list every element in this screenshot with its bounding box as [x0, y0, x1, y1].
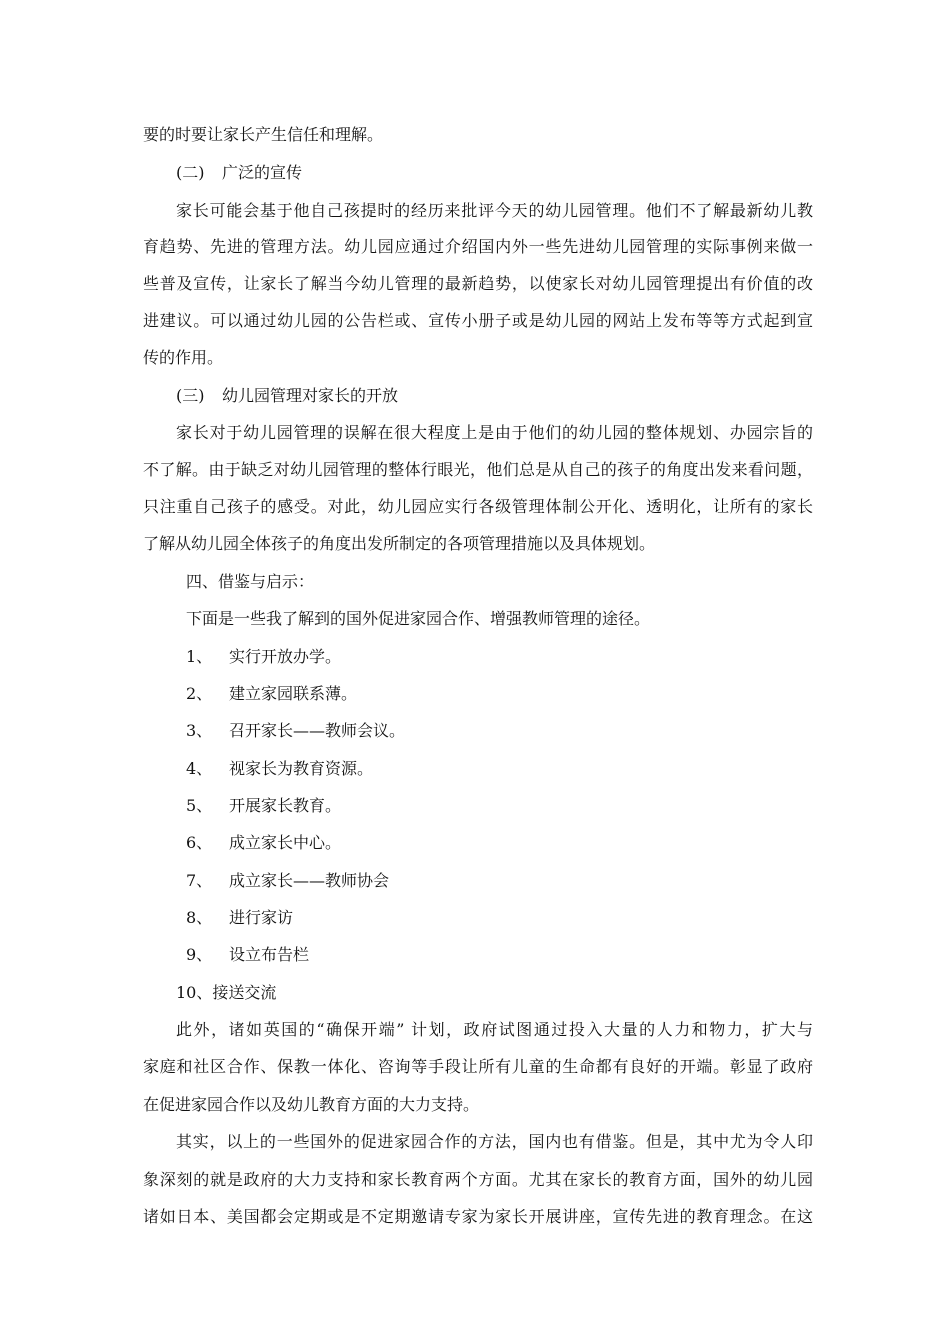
section-heading-3: 幼儿园管理对家长的开放 — [222, 386, 399, 405]
paragraph-line: 只注重自己孩子的感受。对此，幼儿园应实行各级管理体制公开化、透明化，让所有的家长 — [143, 497, 813, 516]
paragraph-line: 家庭和社区合作、保教一体化、咨询等手段让所有儿童的生命都有良好的开端。彰显了政府 — [143, 1057, 813, 1076]
paragraph-line: 此外，诸如英国的“确保开端” 计划，政府试图通过投入大量的人力和物力，扩大与 — [176, 1020, 813, 1039]
paragraph-line: 传的作用。 — [143, 348, 224, 367]
section-heading-4: 四、借鉴与启示： — [186, 572, 315, 591]
paragraph-line: 诸如日本、美国都会定期或是不定期邀请专家为家长开展讲座，宣传先进的教育理念。在这 — [143, 1207, 813, 1226]
list-intro: 下面是一些我了解到的国外促进家园合作、增强教师管理的途径。 — [186, 609, 651, 628]
list-item: 设立布告栏 — [229, 945, 310, 964]
paragraph-line: 进建议。可以通过幼儿园的公告栏或、宣传小册子或是幼儿园的网站上发布等等方式起到宣 — [143, 311, 813, 330]
list-item: 10、接送交流 — [176, 983, 277, 1002]
section-number-2: (二) — [176, 163, 205, 182]
list-item: 成立家长——教师协会 — [229, 871, 390, 890]
paragraph-line: 家长对于幼儿园管理的误解在很大程度上是由于他们的幼儿园的整体规划、办园宗旨的 — [176, 423, 813, 442]
list-item-number: 2、 — [186, 684, 213, 703]
paragraph-line: 不了解。由于缺乏对幼儿园管理的整体行眼光，他们总是从自己的孩子的角度出发来看问题， — [143, 460, 813, 479]
list-item: 实行开放办学。 — [229, 647, 342, 666]
list-item: 召开家长——教师会议。 — [229, 721, 406, 740]
list-item-number: 8、 — [186, 908, 213, 927]
paragraph-continuation: 要的时要让家长产生信任和理解。 — [143, 125, 384, 144]
section-number-3: (三) — [176, 386, 205, 405]
list-item-number: 1、 — [186, 647, 213, 666]
paragraph-line: 象深刻的就是政府的大力支持和家长教育两个方面。尤其在家长的教育方面，国外的幼儿园 — [143, 1170, 813, 1189]
list-item: 开展家长教育。 — [229, 796, 342, 815]
paragraph-line: 些普及宣传，让家长了解当今幼儿管理的最新趋势，以使家长对幼儿园管理提出有价值的改 — [143, 274, 813, 293]
paragraph-line: 在促进家园合作以及幼儿教育方面的大力支持。 — [143, 1095, 480, 1114]
section-heading-2: 广泛的宣传 — [222, 163, 303, 182]
list-item: 建立家园联系薄。 — [229, 684, 358, 703]
list-item-number: 9、 — [186, 945, 213, 964]
paragraph-line: 其实，以上的一些国外的促进家园合作的方法，国内也有借鉴。但是，其中尤为令人印 — [176, 1132, 813, 1151]
paragraph-line: 家长可能会基于他自己孩提时的经历来批评今天的幼儿园管理。他们不了解最新幼儿教 — [176, 201, 813, 220]
list-item: 视家长为教育资源。 — [229, 759, 374, 778]
list-item-number: 5、 — [186, 796, 213, 815]
paragraph-line: 了解从幼儿园全体孩子的角度出发所制定的各项管理措施以及具体规划。 — [143, 534, 656, 553]
list-item-number: 7、 — [186, 871, 213, 890]
list-item: 进行家访 — [229, 908, 294, 927]
paragraph-line: 育趋势、先进的管理方法。幼儿园应通过介绍国内外一些先进幼儿园管理的实际事例来做一 — [143, 237, 813, 256]
list-item: 成立家长中心。 — [229, 833, 342, 852]
list-item-number: 4、 — [186, 759, 213, 778]
list-item-number: 6、 — [186, 833, 213, 852]
list-item-number: 3、 — [186, 721, 213, 740]
